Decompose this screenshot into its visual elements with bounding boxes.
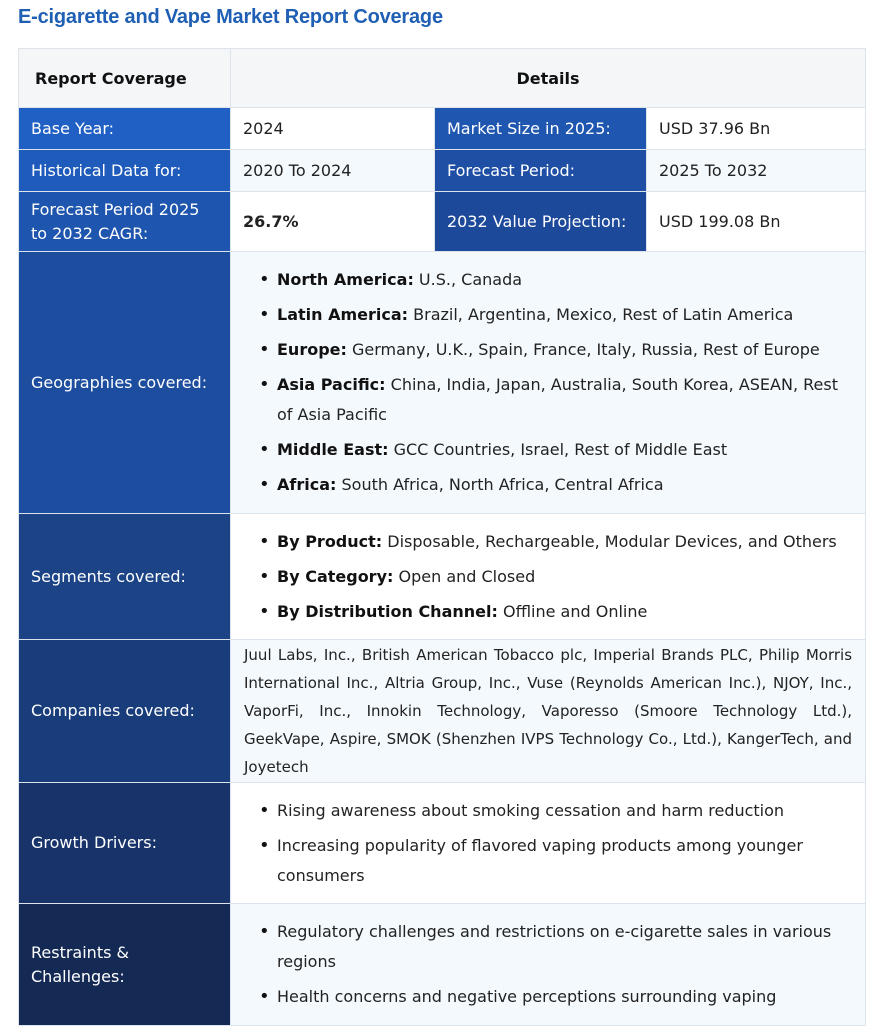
- companies-cell: [231, 640, 866, 783]
- market-size-label: Market Size in 2025:: [435, 108, 647, 150]
- header-details: Details: [231, 49, 866, 108]
- base-year-label: Base Year:: [19, 108, 231, 150]
- table-header-row: [19, 49, 866, 108]
- geographies-cell: [231, 252, 866, 514]
- table-row: [19, 150, 866, 192]
- list-item: • Asia Pacific: China, India, Japan, Australia, South Korea, ASEAN, Rest of Asia Pacific: [277, 370, 853, 430]
- restraints-cell: [231, 904, 866, 1026]
- geographies-row: [19, 252, 866, 514]
- list-item: • Rising awareness about smoking cessation and harm reduction: [277, 796, 853, 826]
- companies-text: Juul Labs, Inc., British American Tobacco plc, Imperial Brands PLC, Philip Morris International Inc., Altria Group, Inc., Vuse (Reynolds American Inc.), NJOY, Inc., VaporFi, Inc., Innokin Technology, Vaporesso (Smoore Technology Ltd.), GeekVape, Aspire, SMOK (Shenzhen IVPS Technology Co., Ltd.), KangerTech, and Joyetech: [244, 646, 853, 776]
- projection-value: USD 199.08 Bn: [647, 192, 866, 252]
- list-item: • Europe: Germany, U.K., Spain, France, Italy, Russia, Rest of Europe: [277, 335, 853, 365]
- segments-row: [19, 514, 866, 640]
- header-report-coverage: Report Coverage: [19, 49, 231, 108]
- list-item: • By Category: Open and Closed: [277, 562, 853, 592]
- page-title: E-cigarette and Vape Market Report Coverage: [18, 6, 443, 28]
- drivers-label: Growth Drivers:: [19, 783, 231, 904]
- list-item: • Latin America: Brazil, Argentina, Mexico, Rest of Latin America: [277, 300, 853, 330]
- historical-label: Historical Data for:: [19, 150, 231, 192]
- list-item: • By Distribution Channel: Offline and Online: [277, 597, 853, 627]
- table-row: [19, 192, 866, 252]
- list-item: • North America: U.S., Canada: [277, 265, 853, 295]
- list-item: • Africa: South Africa, North Africa, Central Africa: [277, 470, 853, 500]
- segments-label: Segments covered:: [19, 514, 231, 640]
- base-year-value: 2024: [231, 108, 435, 150]
- list-item: • Middle East: GCC Countries, Israel, Rest of Middle East: [277, 435, 853, 465]
- list-item: • By Product: Disposable, Rechargeable, Modular Devices, and Others: [277, 527, 853, 557]
- drivers-row: [19, 783, 866, 904]
- forecast-value: 2025 To 2032: [647, 150, 866, 192]
- forecast-label: Forecast Period:: [435, 150, 647, 192]
- market-size-value: USD 37.96 Bn: [647, 108, 866, 150]
- list-item: • Health concerns and negative perceptions surrounding vaping: [277, 982, 853, 1012]
- historical-value: 2020 To 2024: [231, 150, 435, 192]
- restraints-label: Restraints & Challenges:: [19, 904, 231, 1026]
- geographies-list: [243, 265, 853, 500]
- drivers-cell: [231, 783, 866, 904]
- table-row: [19, 108, 866, 150]
- geographies-label: Geographies covered:: [19, 252, 231, 514]
- drivers-list: [243, 796, 853, 891]
- report-coverage-table: [18, 48, 866, 1026]
- cagr-label: Forecast Period 2025 to 2032 CAGR:: [19, 192, 231, 252]
- companies-row: [19, 640, 866, 783]
- companies-label: Companies covered:: [19, 640, 231, 783]
- restraints-row: [19, 904, 866, 1026]
- restraints-list: [243, 917, 853, 1012]
- segments-list: [243, 527, 853, 627]
- projection-label: 2032 Value Projection:: [435, 192, 647, 252]
- list-item: • Increasing popularity of flavored vaping products among younger consumers: [277, 831, 853, 891]
- cagr-value: 26.7%: [231, 192, 435, 252]
- list-item: • Regulatory challenges and restrictions on e-cigarette sales in various regions: [277, 917, 853, 977]
- segments-cell: [231, 514, 866, 640]
